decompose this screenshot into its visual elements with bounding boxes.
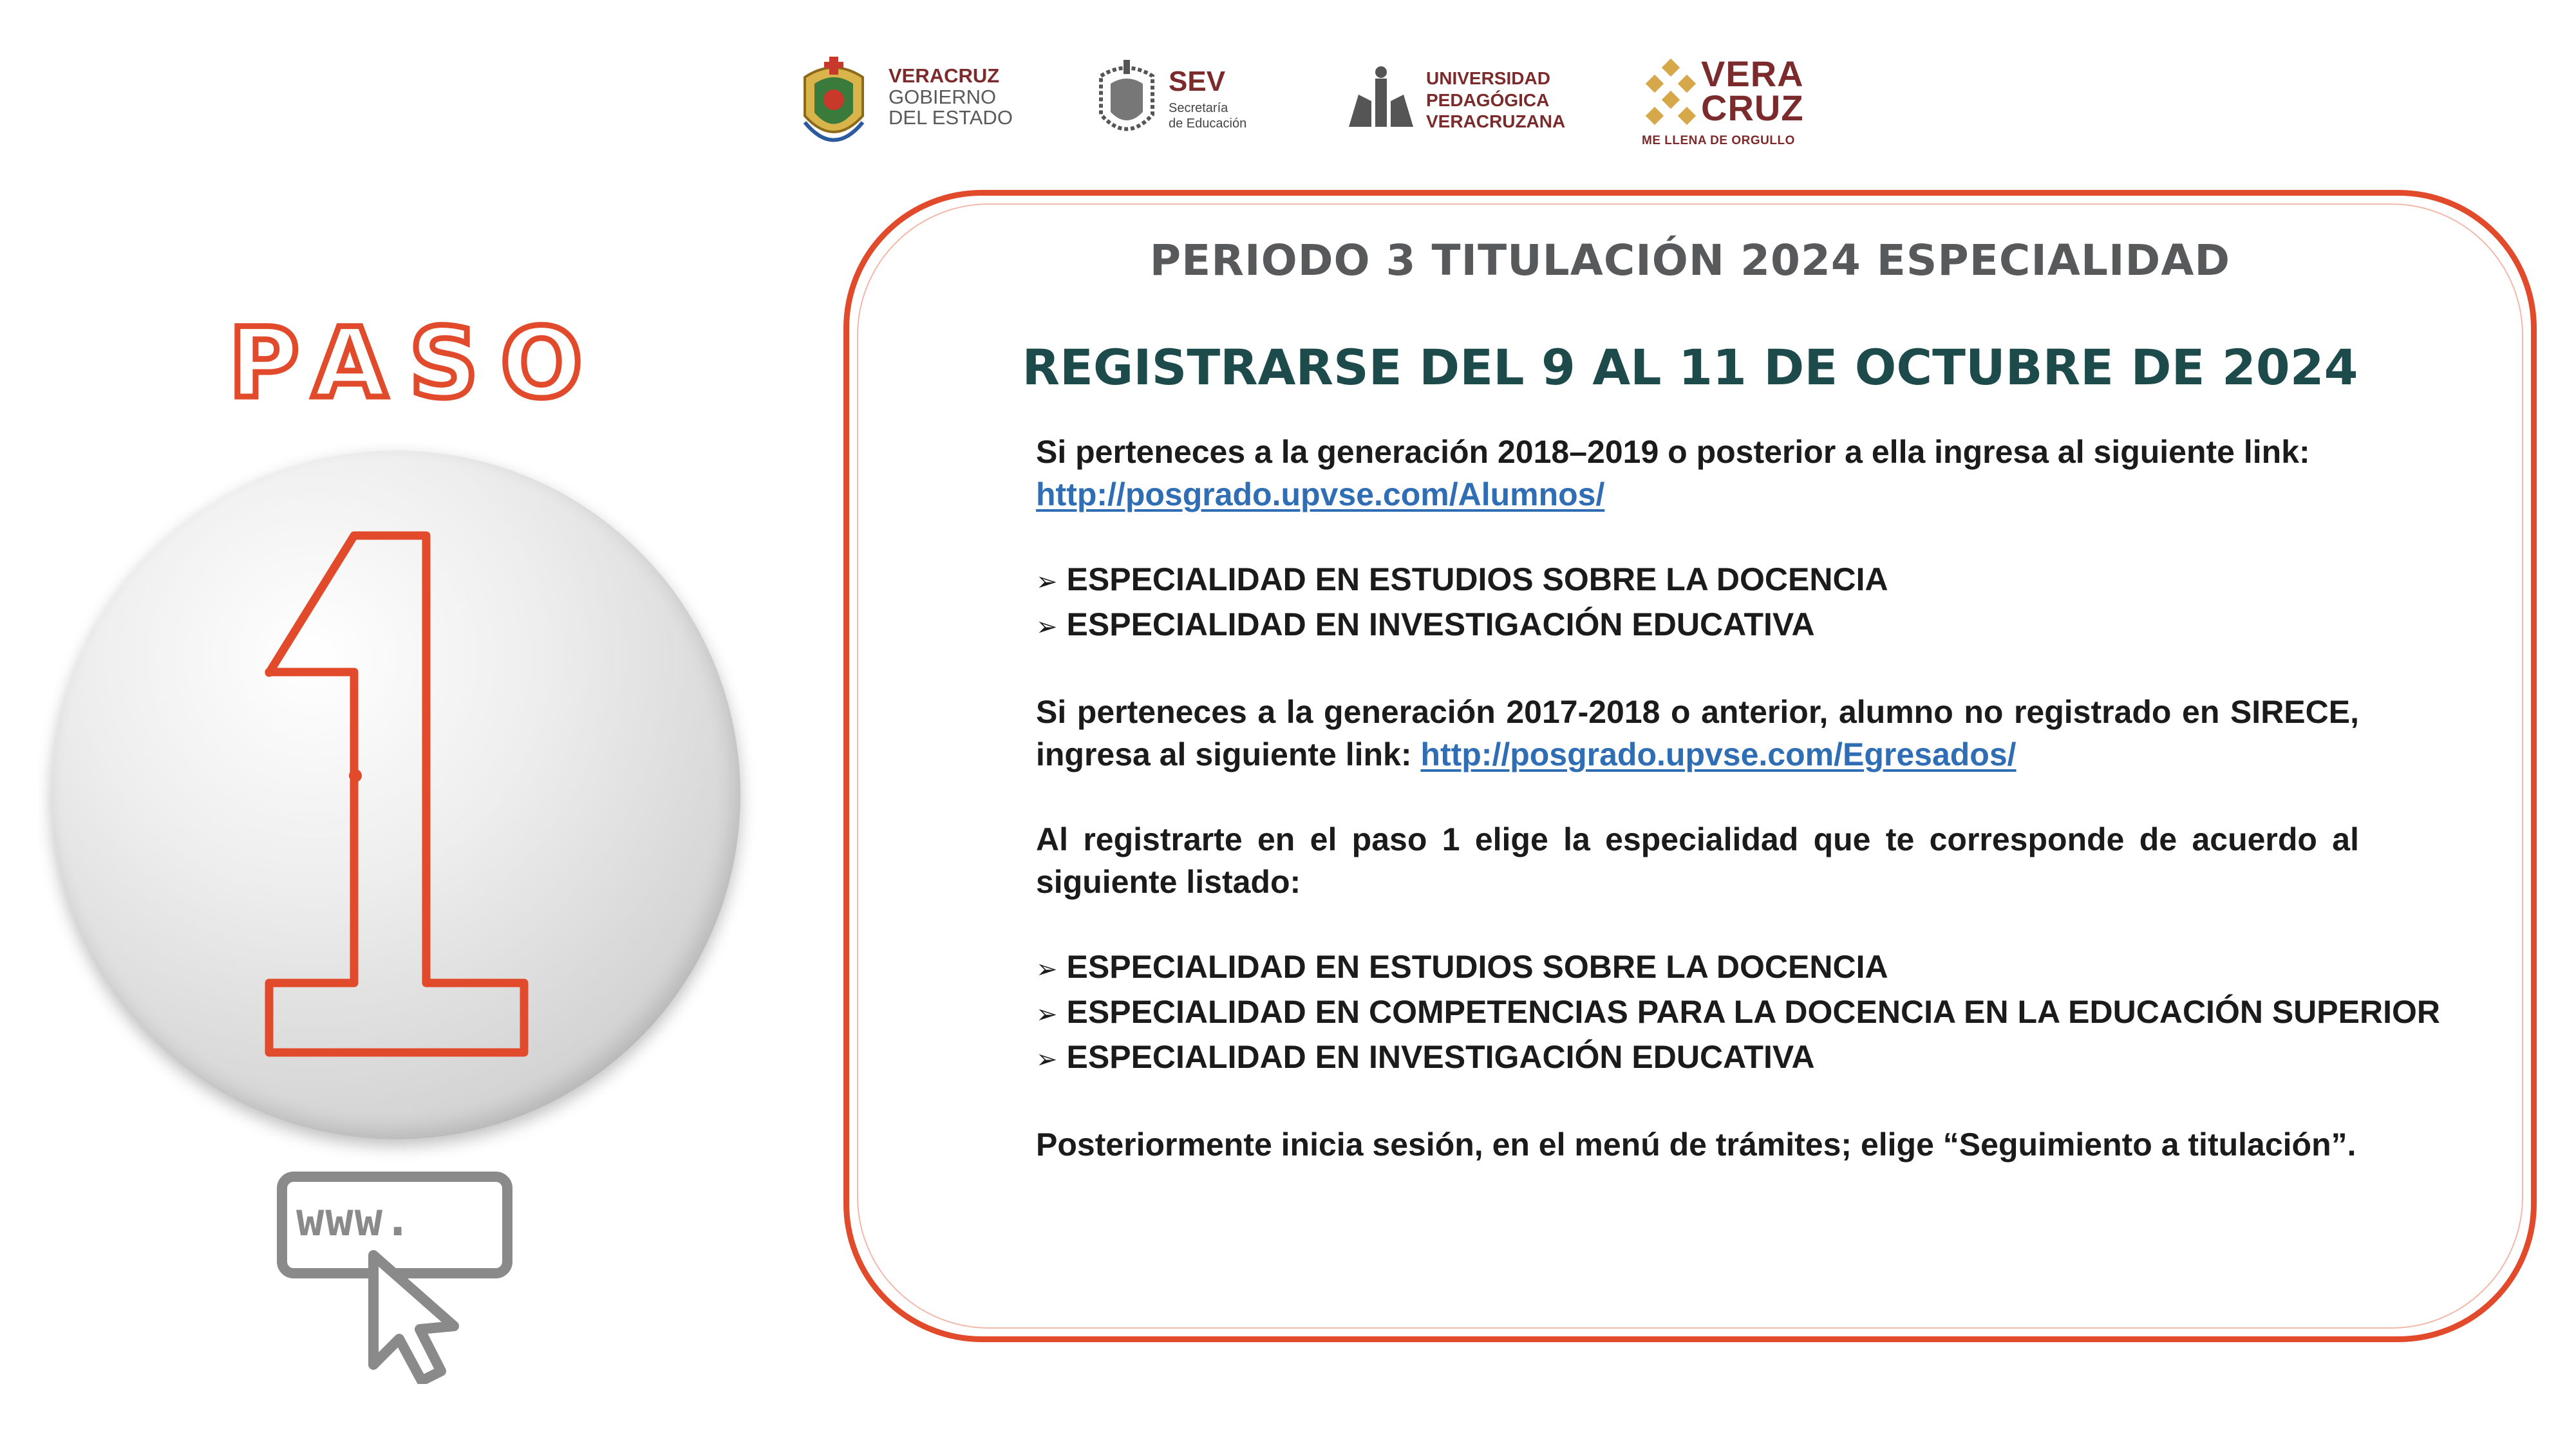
paragraph-follow-up: Posteriormente inicia sesión, en el menú de trámites; elige “Seguimiento a titulación”. [1036, 1126, 2356, 1163]
panel-title: PERIODO 3 TITULACIÓN 2024 ESPECIALIDAD [1149, 236, 2231, 285]
alumnos-link[interactable]: http://posgrado.upvse.com/Alumnos/ [1036, 476, 1605, 512]
sev-sub-line2: de Educación [1169, 117, 1247, 131]
logo-line-veracruz: VERACRUZ [888, 64, 1000, 87]
vc-line1: VERA [1701, 53, 1804, 94]
upv-logo [1346, 51, 1577, 154]
header-logos [792, 51, 1822, 154]
sev-title: SEV [1169, 66, 1226, 97]
list-item [1036, 558, 2359, 603]
specialty-list-2 [1036, 946, 2440, 1081]
arrow-bullet-icon: ➢ [1036, 1000, 1058, 1029]
step-number-badge [52, 451, 740, 1139]
upv-line2: PEDAGÓGICA [1426, 89, 1550, 110]
arrow-bullet-icon: ➢ [1036, 1045, 1058, 1074]
list-item-text: ESPECIALIDAD EN ESTUDIOS SOBRE LA DOCENCIA [1066, 949, 1888, 985]
veracruz-gobierno-logo [792, 51, 1017, 154]
spacer [1036, 516, 2359, 558]
arrow-bullet-icon: ➢ [1036, 567, 1058, 597]
panel-subtitle: REGISTRARSE DEL 9 AL 11 DE OCTUBRE DE 2024 [1022, 339, 2358, 396]
sev-subtitle [1169, 100, 1246, 131]
paragraph-2-text: Si perteneces a la generación 2017-2018 o anterior, alumno no registrado en SIRECE, ingresa al siguiente link: [1036, 694, 2359, 772]
upv-line1: UNIVERSIDAD [1426, 68, 1550, 88]
arrow-bullet-icon: ➢ [1036, 955, 1058, 984]
logo-line-del-estado: DEL ESTADO [888, 106, 1013, 129]
sev-logo [1091, 51, 1278, 154]
www-link-icon [277, 1172, 522, 1384]
info-panel [843, 190, 2537, 1342]
veracruz-gobierno-text [888, 66, 1013, 129]
egresados-link[interactable]: http://posgrado.upvse.com/Egresados/ [1420, 736, 2017, 772]
list-item-text: ESPECIALIDAD EN INVESTIGACIÓN EDUCATIVA [1066, 1039, 1815, 1075]
list-item-text: ESPECIALIDAD EN ESTUDIOS SOBRE LA DOCENCIA [1066, 561, 1888, 597]
panel-content [1036, 431, 2440, 1166]
logo-line-gobierno: GOBIERNO [888, 85, 997, 108]
arrow-bullet-icon: ➢ [1036, 612, 1058, 642]
spacer [1036, 648, 2359, 691]
upv-emblem-icon [1346, 66, 1416, 136]
list-item [1036, 946, 2359, 991]
number-one-outline-icon [52, 451, 740, 1139]
spacer [1036, 776, 2359, 818]
step-label [229, 308, 605, 425]
veracruz-slogan: ME LLENA DE ORGULLO [1642, 134, 1795, 147]
upv-line3: VERACRUZANA [1426, 111, 1566, 132]
specialty-list-1 [1036, 558, 2359, 648]
list-item-text: ESPECIALIDAD EN COMPETENCIAS PARA LA DOCENCIA EN LA EDUCACIÓN SUPERIOR [1066, 994, 2440, 1030]
paragraph-generation-2018 [1036, 431, 2359, 516]
list-item-text: ESPECIALIDAD EN INVESTIGACIÓN EDUCATIVA [1066, 606, 1815, 642]
paragraph-generation-2017 [1036, 691, 2359, 776]
paragraph-choose-specialty: Al registrarte en el paso 1 elige la especialidad que te corresponde de acuerdo al siguiente listado: [1036, 821, 2359, 900]
list-item [1036, 991, 2440, 1036]
sev-sub-line1: Secretaría [1169, 101, 1228, 115]
paragraph-1-text: Si perteneces a la generación 2018–2019 o posterior a ella ingresa al siguiente link: [1036, 434, 2310, 470]
vc-line2: CRUZ [1701, 88, 1804, 129]
spacer [1036, 1081, 2359, 1123]
list-item [1036, 1036, 2359, 1081]
veracruz-wordmark [1701, 53, 1804, 129]
list-item [1036, 603, 2359, 648]
paso-text: PASO [229, 308, 605, 420]
sev-seal-icon [1091, 57, 1162, 147]
upv-text [1426, 68, 1565, 133]
spacer [1036, 903, 2359, 946]
www-text: www. [296, 1192, 413, 1246]
veracruz-coat-of-arms-icon [792, 51, 876, 154]
veracruz-knot-icon [1642, 58, 1700, 129]
veracruz-orgullo-logo [1642, 51, 1809, 154]
